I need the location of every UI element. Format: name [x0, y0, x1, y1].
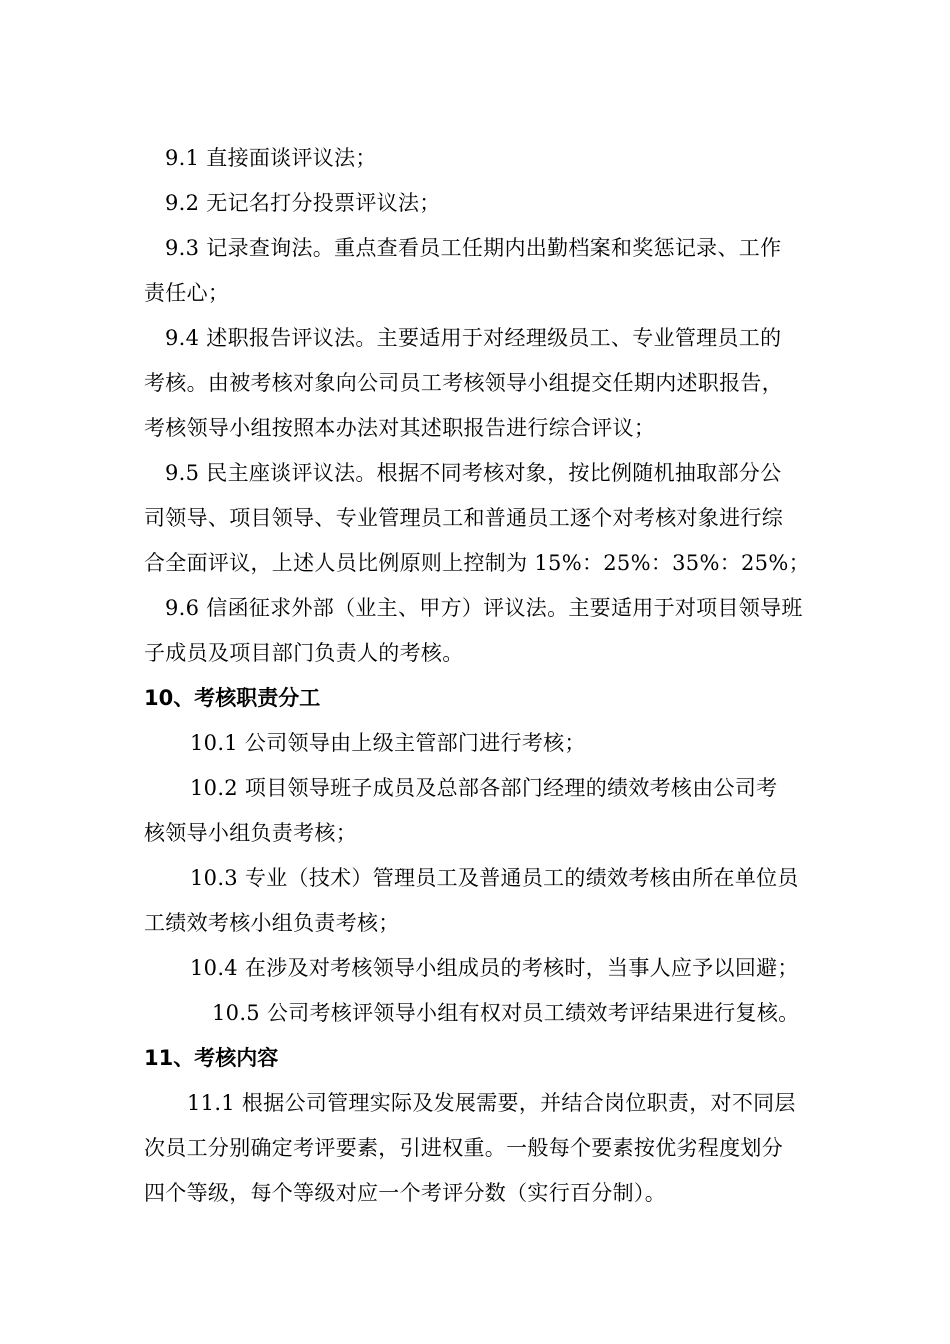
- text-line: 工绩效考核小组负责考核；: [144, 911, 400, 935]
- text-line: 四个等级，每个等级对应一个考评分数（实行百分制）。: [144, 1181, 666, 1205]
- text-line: 9.6 信函征求外部（业主、甲方）评议法。主要适用于对项目领导班: [165, 596, 803, 620]
- text-line: 考核领导小组按照本办法对其述职报告进行综合评议；: [144, 416, 656, 440]
- text-line: 9.4 述职报告评议法。主要适用于对经理级员工、专业管理员工的: [165, 326, 782, 350]
- text-line: 10.1 公司领导由上级主管部门进行考核；: [190, 731, 586, 755]
- text-line: 9.1 直接面谈评议法；: [165, 146, 377, 170]
- section-heading: 11、考核内容: [144, 1046, 279, 1070]
- text-line: 考核。由被考核对象向公司员工考核领导小组提交任期内述职报告，: [144, 371, 783, 395]
- text-line: 子成员及项目部门负责人的考核。: [144, 641, 464, 665]
- text-line: 合全面评议，上述人员比例原则上控制为 15%：25%：35%：25%；: [144, 551, 810, 575]
- section-heading: 10、考核职责分工: [144, 686, 321, 710]
- text-line: 10.5 公司考核评领导小组有权对员工绩效考评结果进行复核。: [212, 1001, 800, 1025]
- text-line: 9.3 记录查询法。重点查看员工任期内出勤档案和奖惩记录、工作: [165, 236, 782, 260]
- text-line: 次员工分别确定考评要素，引进权重。一般每个要素按优劣程度划分: [144, 1136, 783, 1160]
- text-line: 核领导小组负责考核；: [144, 821, 357, 845]
- text-line: 9.5 民主座谈评议法。根据不同考核对象，按比例随机抽取部分公: [165, 461, 782, 485]
- text-line: 10.2 项目领导班子成员及总部各部门经理的绩效考核由公司考: [190, 776, 778, 800]
- text-line: 10.3 专业（技术）管理员工及普通员工的绩效考核由所在单位员: [190, 866, 799, 890]
- text-line: 责任心；: [144, 281, 230, 305]
- text-line: 司领导、项目领导、专业管理员工和普通员工逐个对考核对象进行综: [144, 506, 783, 530]
- text-line: 11.1 根据公司管理实际及发展需要，并结合岗位职责，对不同层: [187, 1091, 796, 1115]
- text-line: 10.4 在涉及对考核领导小组成员的考核时，当事人应予以回避；: [190, 956, 799, 980]
- text-line: 9.2 无记名打分投票评议法；: [165, 191, 441, 215]
